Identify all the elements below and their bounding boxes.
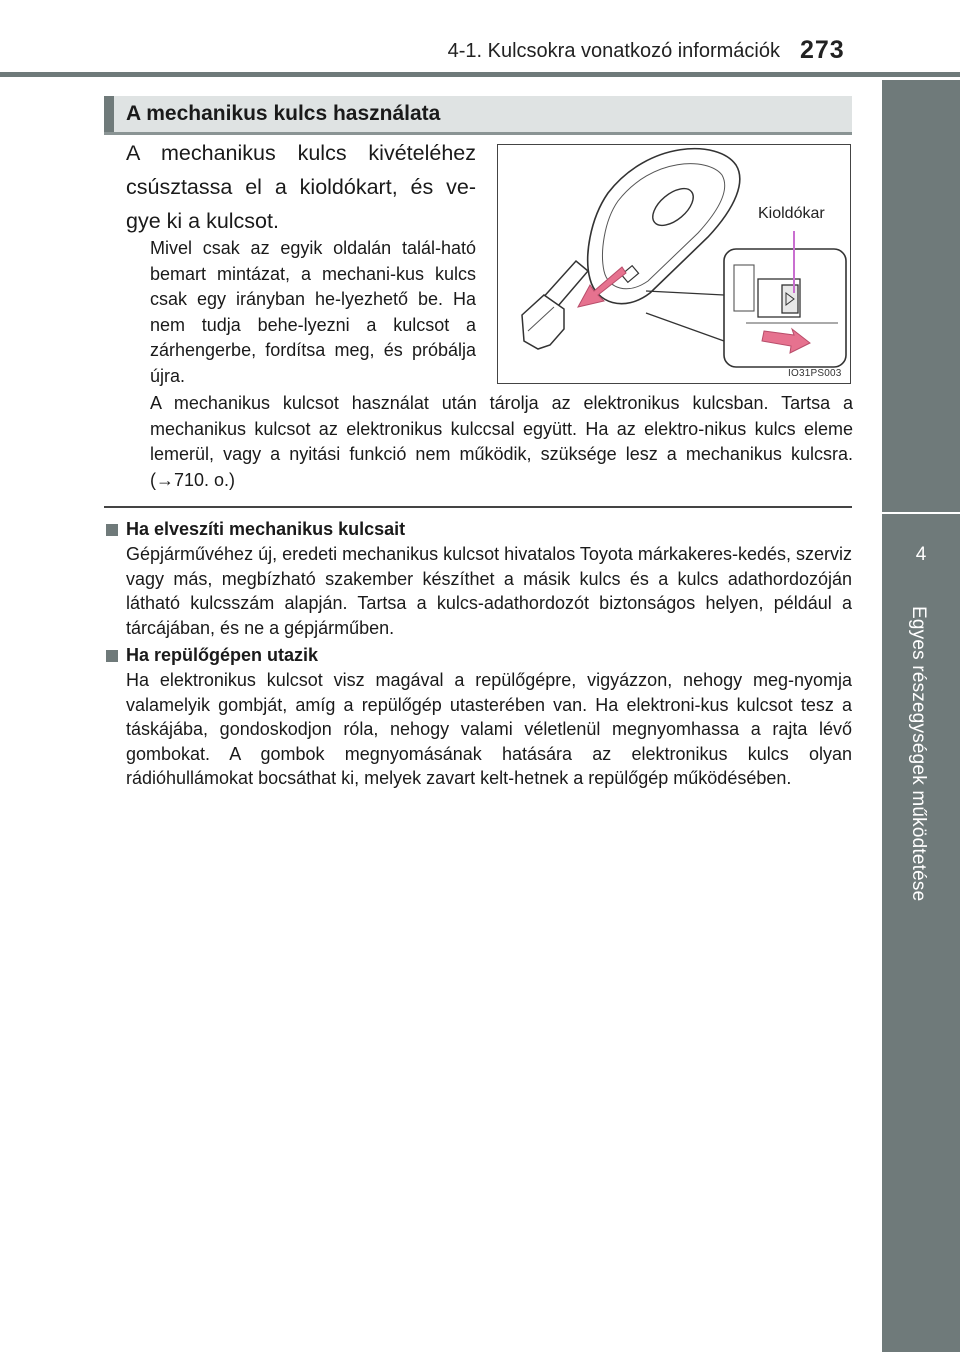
figure-label-release-lever: Kioldókar xyxy=(758,205,825,222)
square-bullet-icon xyxy=(106,524,118,536)
key-figure xyxy=(497,144,851,384)
subsection-body: Gépjárművéhez új, eredeti mechanikus kulcsot hivatalos Toyota márkakeres-kedés, szerviz vagy más, megbízható szakember készíthet a másik kulcs és a kulcs adathordozóján látható kulcsszám alapján. Tartsa a kulcs-adathordozót biztonságos helyen, például a tárcájában, és ne a gépjárműben. xyxy=(126,544,852,638)
subsection-lost-keys xyxy=(106,516,852,640)
subsection-heading xyxy=(106,516,852,542)
section-header xyxy=(104,96,852,135)
page-number: 273 xyxy=(800,36,845,64)
side-tab-title: Egyes részegységek működtetése xyxy=(908,606,929,902)
intro-line: A mechanikus kulcs kivételéhez xyxy=(126,141,476,165)
release-lever-detail xyxy=(782,285,798,313)
figure-code: IO31PS003 xyxy=(788,368,842,379)
note-storage: A mechanikus kulcsot használat után tárolja az elektronikus kulcsban. Tartsa a mechanikus kulcsot az elektronikus kulccsal együtt. Ha az elektro-nikus kulcs eleme lemerül, vagy a nyitási funkció nem működik, szüksége lesz a mechanikus kulcsra. (→710. o.) xyxy=(150,393,853,490)
subsection-heading xyxy=(106,642,852,668)
note-insertion: Mivel csak az egyik oldalán talál-ható bemart mintázat, a mechani-kus kulcs csak egy irányban he-lyezhető be. Ha nem tudja behe-lyezni a kulcsot a zárhengerbe, fordítsa meg, és próbálja újra. xyxy=(150,238,476,386)
section-divider xyxy=(104,506,852,508)
intro-line-last: gye ki a kulcsot. xyxy=(126,209,279,233)
side-tab xyxy=(882,514,960,1352)
section-title: A mechanikus kulcs használata xyxy=(126,102,441,125)
chapter-title: 4-1. Kulcsokra vonatkozó információk xyxy=(447,40,780,62)
header-rule xyxy=(0,72,960,77)
key-illustration xyxy=(498,145,852,385)
square-bullet-icon xyxy=(106,650,118,662)
side-tab-number: 4 xyxy=(915,544,927,565)
side-tab-upper xyxy=(882,80,960,512)
subsection-body: Ha elektronikus kulcsot visz magával a repülőgépre, vigyázzon, nehogy meg-nyomja valamelyik gombját, amíg a repülőgép utasterében van. Ha elektroni-kus kulcsot tesz a táskájába, gondoskodjon róla, nehogy valami véletlenül megnyomhassa a rajta lévő gombokat. A gombok megnyomásának hatására az elektronikus kulcs olyan rádióhullámokat bocsáthat ki, melyek zavart kelt-hetnek a repülőgép működésében. xyxy=(126,670,852,788)
subsection-heading-text: Ha elveszíti mechanikus kulcsait xyxy=(126,519,406,539)
intro-text xyxy=(126,136,476,204)
subsection-airplane xyxy=(106,642,852,791)
section-header-bar xyxy=(104,96,114,132)
intro-line: csúsztassa el a kioldókart, és ve- xyxy=(126,175,476,199)
subsection-heading-text: Ha repülőgépen utazik xyxy=(126,645,319,665)
